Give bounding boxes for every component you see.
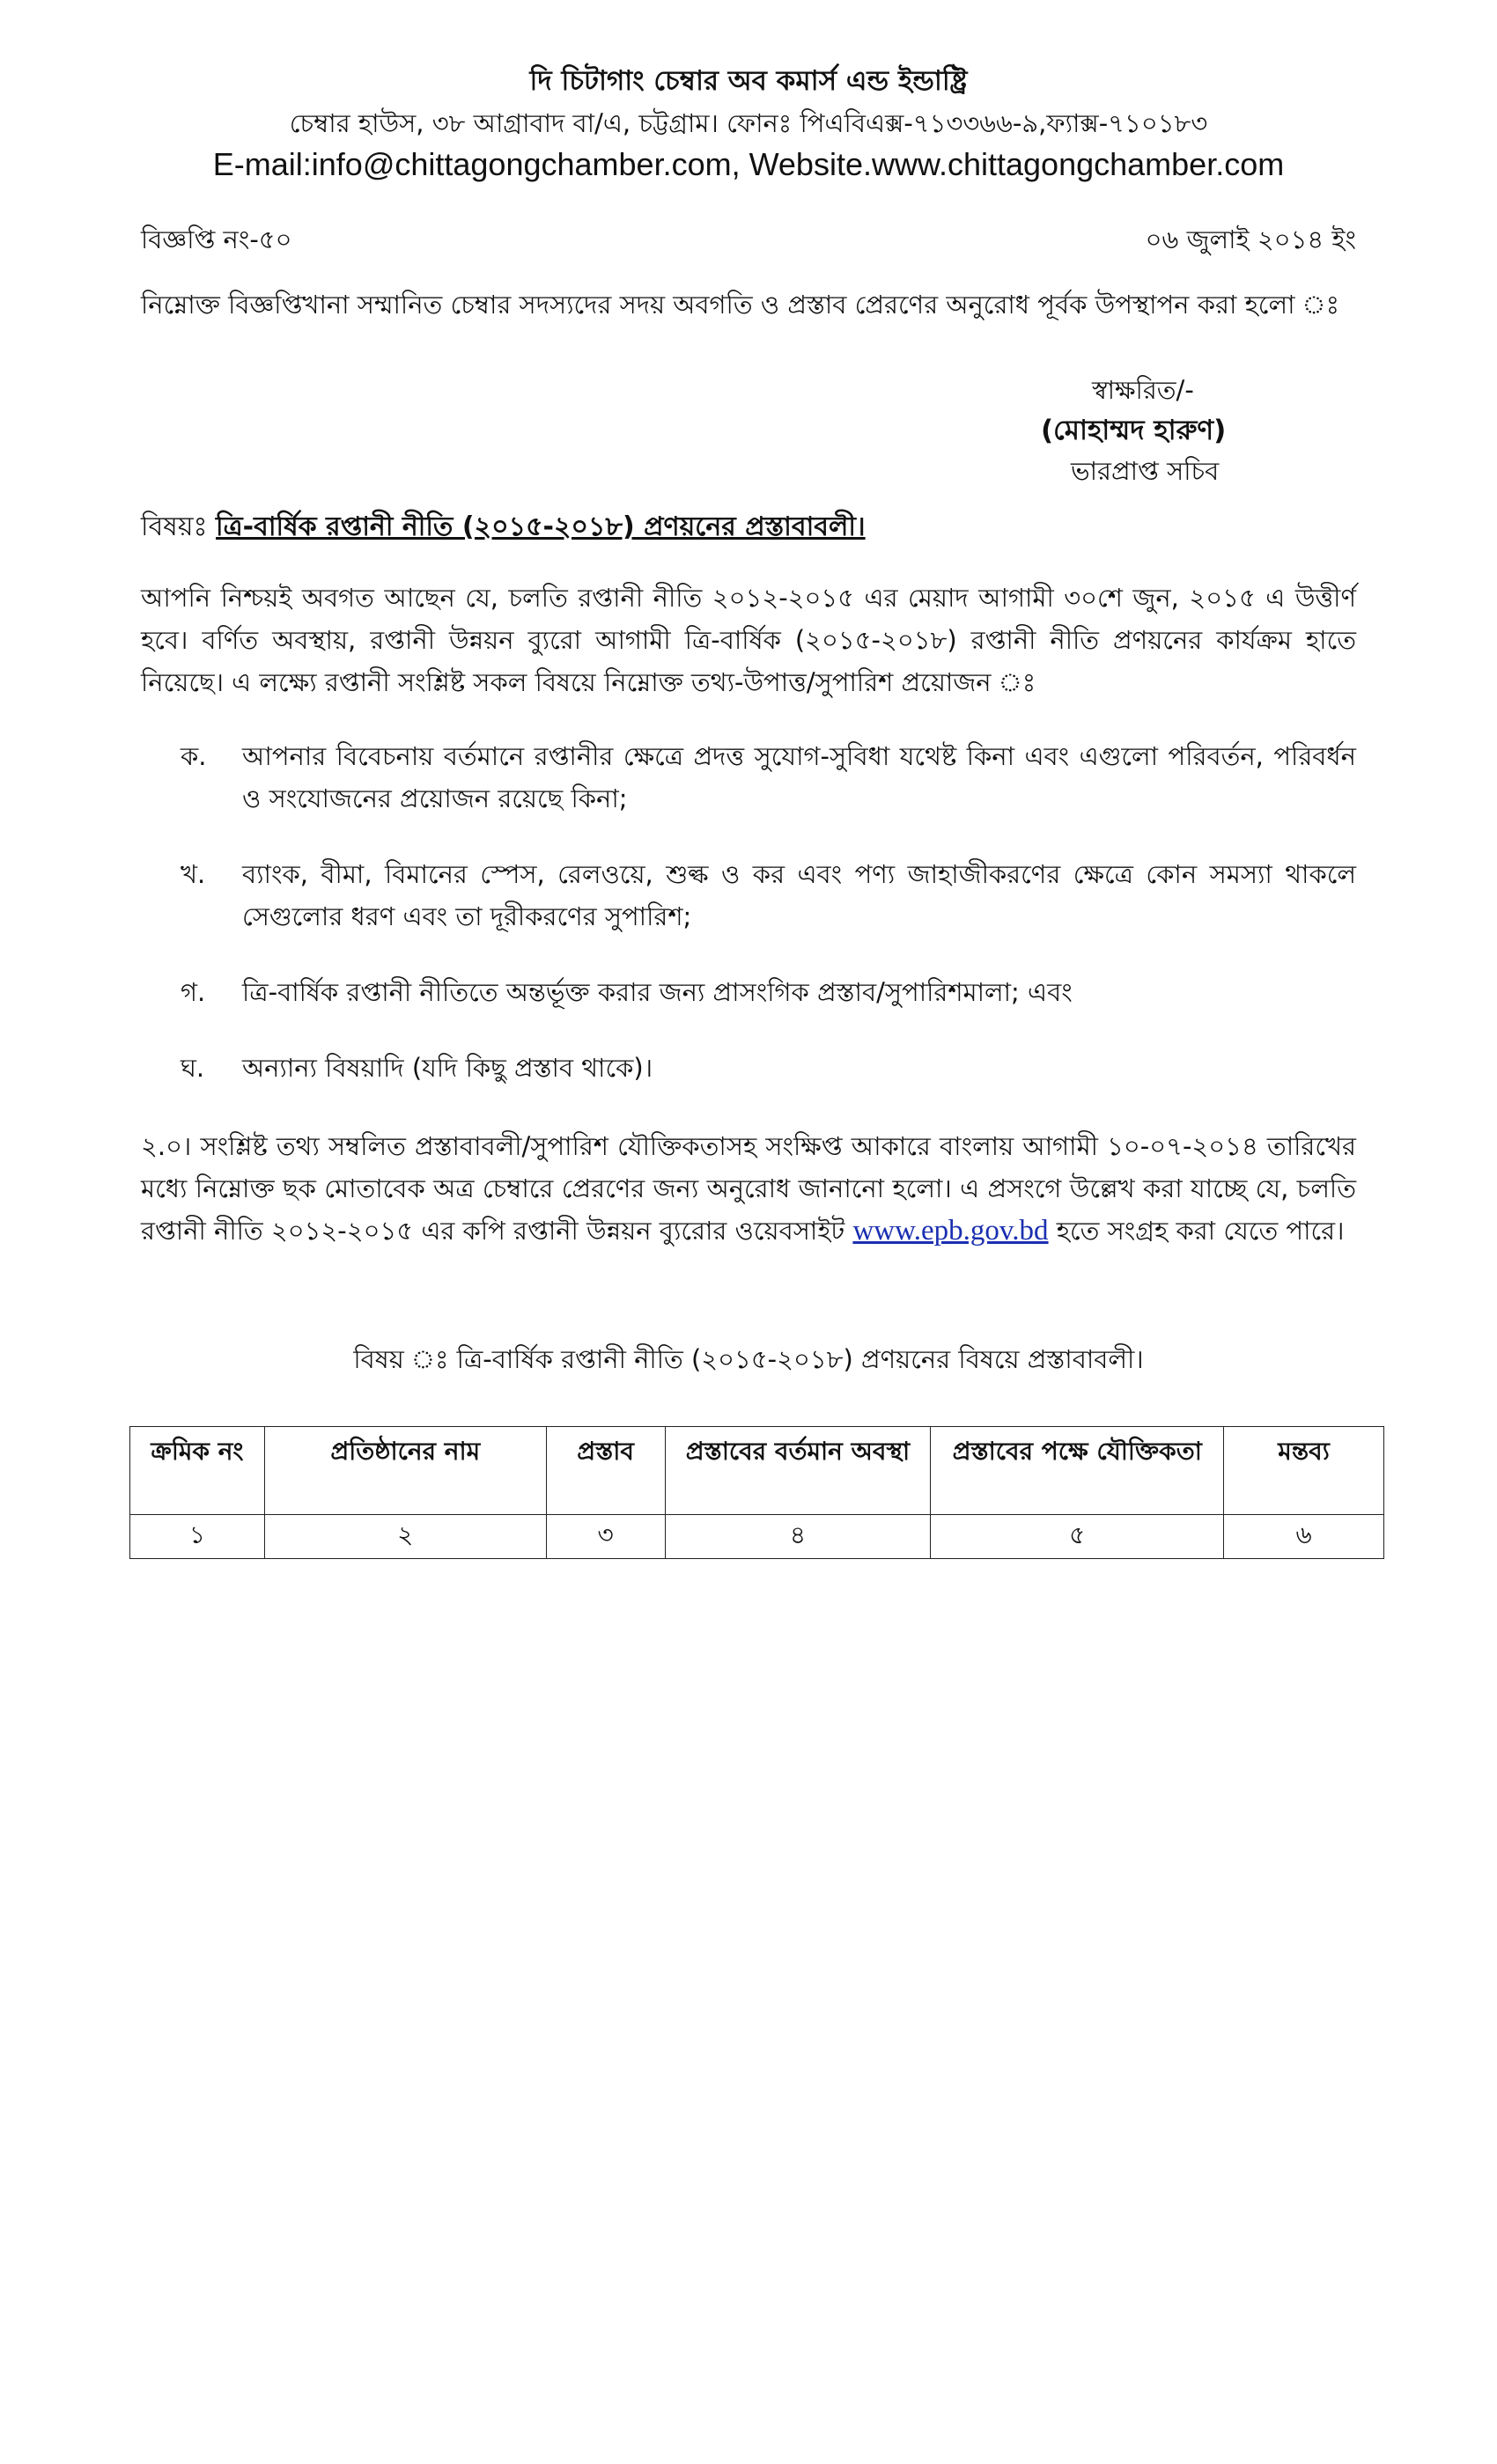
org-name: দি চিটাগাং চেম্বার অব কমার্স এন্ড ইন্ডাষ্ট্রি xyxy=(529,65,968,97)
org-email-website: E-mail:info@chittagongchamber.com, Website.www.chittagongchamber.com xyxy=(212,146,1285,182)
subject-line xyxy=(141,505,1356,550)
table-cell: ৬ xyxy=(1224,1515,1384,1559)
table-caption: বিষয় ঃ ত্রি-বার্ষিক রপ্তানী নীতি (২০১৫-২০১৮) প্রণয়নের বিষয়ে প্রস্তাবাবলী। xyxy=(353,1344,1144,1374)
proposal-table xyxy=(129,1426,1384,1559)
intro-text: নিম্নোক্ত বিজ্ঞপ্তিখানা সম্মানিত চেম্বার সদস্যদের সদয় অবগতি ও প্রস্তাব প্রেরণের অনুরোধ পূর্বক উপস্থাপন করা হলো ঃ xyxy=(141,290,1340,320)
table-cell: ১ xyxy=(130,1515,265,1559)
list-marker: গ. xyxy=(181,977,206,1007)
list-text: ব্যাংক, বীমা, বিমানের স্পেস, রেলওয়ে, শুল্ক ও কর এবং পণ্য জাহাজীকরণের ক্ষেত্রে কোন সমস্যা থাকলে সেগুলোর ধরণ এবং তা দূরীকরণের সুপারিশ; xyxy=(242,859,1356,931)
list-marker: ক. xyxy=(181,741,207,771)
paragraph-two xyxy=(141,1125,1356,1252)
signatory-designation: ভারপ্রাপ্ত সচিব xyxy=(1071,456,1220,486)
list-marker: খ. xyxy=(181,859,206,889)
table-cell: ৫ xyxy=(931,1515,1224,1559)
signed-mark: স্বাক্ষরিত/- xyxy=(1092,375,1194,405)
header-serial: ক্রমিক নং xyxy=(130,1427,265,1515)
list-text: ত্রি-বার্ষিক রপ্তানী নীতিতে অন্তর্ভূক্ত করার জন্য প্রাসংগিক প্রস্তাব/সুপারিশমালা; এবং xyxy=(242,977,1073,1007)
header-org-name: প্রতিষ্ঠানের নাম xyxy=(264,1427,546,1515)
paragraph-two-text: ২.০। সংশ্লিষ্ট তথ্য সম্বলিত প্রস্তাবাবলী/সুপারিশ যৌক্তিকতাসহ সংক্ষিপ্ত আকারে বাংলায় আগামী ১০-০৭-২০১৪ তারিখের মধ্যে নিম্নোক্ত ছক মোতাবেক অত্র চেম্বারে প্রেরণের জন্য অনুরোধ জানানো হলো। এ প্রসংগে উল্লেখ করা যাচ্ছে যে, চলতি রপ্তানী নীতি ২০১২-২০১৫ এর কপি রপ্তানী উন্নয়ন ব্যুরোর ওয়েবসাইট xyxy=(141,1131,1356,1246)
header-remarks: মন্তব্য xyxy=(1224,1427,1384,1515)
header-proposal: প্রস্তাব xyxy=(546,1427,665,1515)
epb-website-link[interactable]: www.epb.gov.bd xyxy=(852,1215,1049,1247)
paragraph-one: আপনি নিশ্চয়ই অবগত আছেন যে, চলতি রপ্তানী নীতি ২০১২-২০১৫ এর মেয়াদ আগামী ৩০শে জুন, ২০১৫ এ উত্তীর্ণ হবে। বর্ণিত অবস্থায়, রপ্তানী উন্নয়ন ব্যুরো আগামী ত্রি-বার্ষিক (২০১৫-২০১৮) রপ্তানী নীতি প্রণয়নের কার্যক্রম হাতে নিয়েছে। এ লক্ষ্যে রপ্তানী সংশ্লিষ্ট সকল বিষয়ে নিম্নোক্ত তথ্য-উপাত্ত/সুপারিশ প্রয়োজন ঃ xyxy=(141,583,1356,697)
notice-number: বিজ্ঞপ্তি নং-৫০ xyxy=(141,224,292,254)
subject-text: ত্রি-বার্ষিক রপ্তানী নীতি (২০১৫-২০১৮) প্রণয়নের প্রস্তাবাবলী। xyxy=(216,511,866,542)
list-marker: ঘ. xyxy=(181,1053,205,1083)
signature-block xyxy=(1004,370,1356,491)
list-text: অন্যান্য বিষয়াদি (যদি কিছু প্রস্তাব থাকে)। xyxy=(242,1053,653,1083)
org-address: চেম্বার হাউস, ৩৮ আগ্রাবাদ বা/এ, চট্টগ্রাম। ফোনঃ পিএবিএক্স-৭১৩৩৬৬-৯,ফ্যাক্স-৭১০১৮৩ xyxy=(289,108,1208,138)
table-cell: ২ xyxy=(264,1515,546,1559)
table-header-row xyxy=(130,1427,1384,1515)
subject-label: বিষয়ঃ xyxy=(141,511,208,542)
signatory-name: (মোহাম্মদ হারুণ) xyxy=(1041,415,1227,446)
table-row xyxy=(130,1515,1384,1559)
table-cell: ৩ xyxy=(546,1515,665,1559)
paragraph-two-tail: হতে সংগ্রহ করা যেতে পারে। xyxy=(1056,1216,1345,1246)
notice-date: ০৬ জুলাই ২০১৪ ইং xyxy=(1145,224,1356,254)
list-text: আপনার বিবেচনায় বর্তমানে রপ্তানীর ক্ষেত্রে প্রদত্ত সুযোগ-সুবিধা যথেষ্ট কিনা এবং এগুলো পরিবর্তন, পরিবর্ধন ও সংযোজনের প্রয়োজন রয়েছে কিনা; xyxy=(242,741,1356,813)
header-current-status: প্রস্তাবের বর্তমান অবস্থা xyxy=(665,1427,931,1515)
header-justification: প্রস্তাবের পক্ষে যৌক্তিকতা xyxy=(931,1427,1224,1515)
table-cell: ৪ xyxy=(665,1515,931,1559)
